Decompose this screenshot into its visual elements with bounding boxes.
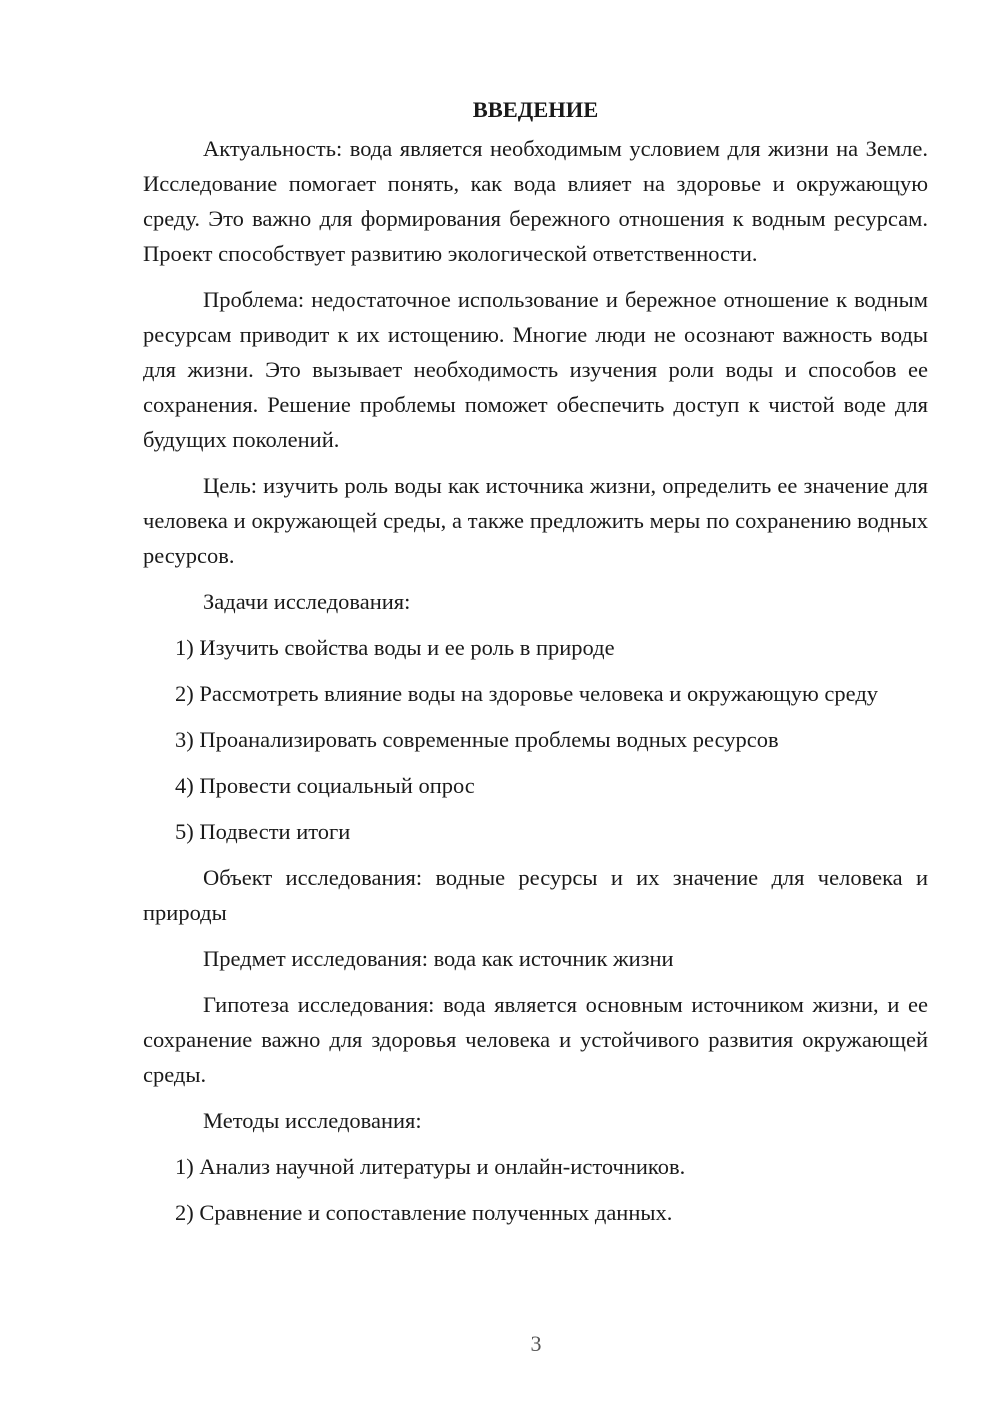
goal-paragraph: Цель: изучить роль воды как источника жизни, определить ее значение для человека и окружающей среды, а также предложить меры по сохранению водных ресурсов. <box>143 473 928 568</box>
page-content <box>143 92 928 1241</box>
methods-heading: Методы исследования: <box>203 1108 422 1133</box>
object-paragraph: Объект исследования: водные ресурсы и их значение для человека и природы <box>143 865 928 925</box>
task-item: 3) Проанализировать современные проблемы водных ресурсов <box>175 727 779 752</box>
tasks-heading: Задачи исследования: <box>203 589 411 614</box>
task-item: 4) Провести социальный опрос <box>175 773 475 798</box>
method-item: 2) Сравнение и сопоставление полученных данных. <box>175 1200 673 1225</box>
subject-paragraph: Предмет исследования: вода как источник жизни <box>203 946 674 971</box>
task-item: 1) Изучить свойства воды и ее роль в природе <box>175 635 615 660</box>
relevance-paragraph: Актуальность: вода является необходимым условием для жизни на Земле. Исследование помогает понять, как вода влияет на здоровье и окружающую среду. Это важно для формирования бережного отношения к водным ресурсам. Проект способствует развитию экологической ответственности. <box>143 136 928 266</box>
problem-paragraph: Проблема: недостаточное использование и бережное отношение к водным ресурсам приводит к их истощению. Многие люди не осознают важность воды для жизни. Это вызывает необходимость изучения роли воды и способов ее сохранения. Решение проблемы поможет обеспечить доступ к чистой воде для будущих поколений. <box>143 287 928 452</box>
method-item: 1) Анализ научной литературы и онлайн-источников. <box>175 1154 686 1179</box>
task-item: 5) Подвести итоги <box>175 819 351 844</box>
page-title: ВВЕДЕНИЕ <box>472 97 599 122</box>
task-item: 2) Рассмотреть влияние воды на здоровье человека и окружающую среду <box>175 681 879 706</box>
page-number: 3 <box>530 1331 542 1356</box>
hypothesis-paragraph: Гипотеза исследования: вода является основным источником жизни, и ее сохранение важно для здоровья человека и устойчивого развития окружающей среды. <box>143 992 928 1087</box>
